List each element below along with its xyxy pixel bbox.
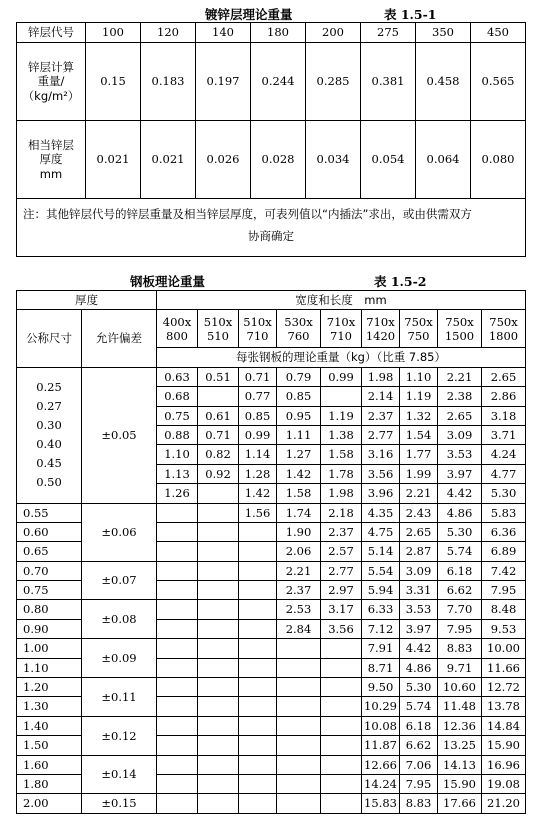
zinc-weight-label: 锌层计算 重量/ （kg/m²） (17, 43, 86, 121)
zinc-code: 350 (416, 23, 471, 43)
weight-cell (198, 658, 239, 677)
weight-cell: 9.50 (362, 678, 400, 697)
weight-cell: 2.37 (321, 522, 362, 541)
thickness-cell: 1.00 (17, 639, 82, 658)
weight-cell: 6.89 (482, 542, 526, 561)
weight-cell: 2.43 (400, 503, 438, 522)
weight-cell: 7.95 (438, 619, 482, 638)
weight-cell: 0.85 (277, 387, 321, 406)
weight-cell: 1.54 (400, 425, 438, 444)
nominal-size-header: 公称尺寸 (17, 310, 82, 367)
weight-cell (157, 716, 198, 735)
weight-cell: 2.84 (277, 619, 321, 638)
weight-cell: 10.00 (482, 639, 526, 658)
weight-cell: 5.74 (438, 542, 482, 561)
weight-cell: 1.58 (321, 445, 362, 464)
weight-cell: 6.36 (482, 522, 526, 541)
weight-cell: 0.77 (239, 387, 277, 406)
weight-cell: 7.12 (362, 619, 400, 638)
zinc-weight: 0.458 (416, 43, 471, 121)
weight-cell (157, 600, 198, 619)
size-header-cell: 710x 1420 (362, 310, 400, 348)
weight-cell: 0.68 (157, 387, 198, 406)
weight-cell (277, 755, 321, 774)
weight-cell: 1.10 (157, 445, 198, 464)
weight-cell: 5.83 (482, 503, 526, 522)
weight-cell: 3.71 (482, 425, 526, 444)
weight-cell: 7.91 (362, 639, 400, 658)
weight-cell: 14.84 (482, 716, 526, 735)
tolerance-cell: ±0.06 (82, 503, 157, 561)
weight-cell: 7.95 (482, 581, 526, 600)
weight-cell: 14.13 (438, 755, 482, 774)
weight-cell: 8.83 (400, 794, 438, 813)
weight-cell: 6.33 (362, 600, 400, 619)
thickness-cell: 0.70 (17, 561, 82, 580)
weight-cell (239, 639, 277, 658)
table1-title: 镀锌层理论重量 (205, 7, 293, 22)
weight-cell: 1.10 (400, 367, 438, 386)
weight-cell: 4.75 (362, 522, 400, 541)
thickness-cell: 1.50 (17, 736, 82, 755)
weight-cell: 2.21 (277, 561, 321, 580)
zinc-weight: 0.244 (251, 43, 306, 121)
weight-cell: 0.82 (198, 445, 239, 464)
thickness-cell: 0.80 (17, 600, 82, 619)
weight-cell: 4.86 (400, 658, 438, 677)
weight-cell (157, 503, 198, 522)
weight-cell: 7.95 (400, 774, 438, 793)
tolerance-cell: ±0.12 (82, 716, 157, 755)
weight-cell: 5.54 (362, 561, 400, 580)
weight-cell: 13.25 (438, 736, 482, 755)
weight-cell: 0.51 (198, 367, 239, 386)
weight-cell: 11.87 (362, 736, 400, 755)
weight-cell: 1.28 (239, 464, 277, 483)
weight-cell (198, 755, 239, 774)
weight-cell: 9.71 (438, 658, 482, 677)
weight-cell: 13.78 (482, 697, 526, 716)
zinc-thickness-row (17, 121, 526, 199)
size-header-cell: 510x 510 (198, 310, 239, 348)
weight-cell: 1.58 (277, 484, 321, 503)
zinc-code-row (17, 23, 526, 43)
weight-cell (157, 542, 198, 561)
weight-cell (277, 716, 321, 735)
weight-cell: 12.36 (438, 716, 482, 735)
weight-cell: 15.90 (438, 774, 482, 793)
weight-cell (239, 794, 277, 813)
tolerance-cell: ±0.09 (82, 639, 157, 678)
weight-cell: 1.42 (277, 464, 321, 483)
tolerance-cell: ±0.07 (82, 561, 157, 600)
weight-cell (277, 736, 321, 755)
weight-cell (239, 755, 277, 774)
weight-cell: 3.97 (438, 464, 482, 483)
weight-cell (277, 658, 321, 677)
weight-cell (198, 697, 239, 716)
weight-cell (239, 697, 277, 716)
weight-cell: 1.26 (157, 484, 198, 503)
weight-cell (198, 619, 239, 638)
weight-cell (157, 755, 198, 774)
weight-cell: 10.08 (362, 716, 400, 735)
table-row (17, 755, 526, 774)
weight-header: 每张钢板的理论重量（kg）（比重 7.85） (157, 348, 526, 367)
weight-cell (321, 755, 362, 774)
weight-cell (198, 736, 239, 755)
weight-cell: 2.65 (482, 367, 526, 386)
weight-cell: 1.77 (400, 445, 438, 464)
weight-cell (321, 387, 362, 406)
zinc-weight: 0.285 (306, 43, 361, 121)
weight-cell: 2.57 (321, 542, 362, 561)
table2-number: 表 1.5-2 (374, 274, 427, 289)
zinc-thickness: 0.054 (361, 121, 416, 199)
weight-cell: 2.21 (438, 367, 482, 386)
zinc-thickness: 0.034 (306, 121, 361, 199)
weight-cell: 2.65 (400, 522, 438, 541)
weight-cell: 3.96 (362, 484, 400, 503)
weight-cell: 3.97 (400, 619, 438, 638)
zinc-thickness: 0.028 (251, 121, 306, 199)
weight-cell: 1.38 (321, 425, 362, 444)
weight-cell: 15.90 (482, 736, 526, 755)
weight-cell (157, 619, 198, 638)
zinc-weight: 0.15 (86, 43, 141, 121)
weight-cell: 5.30 (482, 484, 526, 503)
zinc-thickness-label: 相当锌层 厚度 mm (17, 121, 86, 199)
weight-cell: 1.74 (277, 503, 321, 522)
weight-cell: 4.24 (482, 445, 526, 464)
weight-cell (157, 736, 198, 755)
size-header-cell: 710x 710 (321, 310, 362, 348)
weight-cell: 12.72 (482, 678, 526, 697)
weight-cell: 2.53 (277, 600, 321, 619)
zinc-thickness: 0.026 (196, 121, 251, 199)
thickness-cell: 0.55 (17, 503, 82, 522)
weight-cell: 2.97 (321, 581, 362, 600)
weight-cell (157, 678, 198, 697)
weight-cell (239, 581, 277, 600)
weight-cell: 10.29 (362, 697, 400, 716)
weight-cell: 3.31 (400, 581, 438, 600)
weight-cell: 4.86 (438, 503, 482, 522)
table1-number: 表 1.5-1 (384, 7, 437, 22)
table-row (17, 716, 526, 735)
weight-cell (239, 619, 277, 638)
weight-cell: 2.14 (362, 387, 400, 406)
weight-cell (157, 522, 198, 541)
weight-cell: 3.09 (400, 561, 438, 580)
thickness-cell: 1.10 (17, 658, 82, 677)
weight-cell: 6.18 (400, 716, 438, 735)
zinc-table-note: 注：其他锌层代号的锌层重量及相当锌层厚度，可表列值以“内插法”求出，或由供需双方 协商确定 (17, 199, 526, 257)
size-header-cell: 510x 710 (239, 310, 277, 348)
size-header: 宽度和长度 mm (157, 291, 526, 310)
weight-cell (277, 697, 321, 716)
zinc-code: 140 (196, 23, 251, 43)
thickness-cell: 1.30 (17, 697, 82, 716)
weight-cell (321, 639, 362, 658)
weight-cell: 1.56 (239, 503, 277, 522)
weight-cell: 2.77 (362, 425, 400, 444)
weight-cell: 1.99 (400, 464, 438, 483)
weight-cell: 6.62 (438, 581, 482, 600)
weight-cell (198, 522, 239, 541)
weight-cell (198, 581, 239, 600)
weight-cell: 2.87 (400, 542, 438, 561)
weight-cell (239, 736, 277, 755)
weight-cell (198, 484, 239, 503)
zinc-thickness: 0.021 (141, 121, 196, 199)
weight-cell: 1.27 (277, 445, 321, 464)
zinc-code: 180 (251, 23, 306, 43)
thickness-cell: 0.90 (17, 619, 82, 638)
weight-cell: 2.18 (321, 503, 362, 522)
weight-cell: 11.48 (438, 697, 482, 716)
weight-cell (321, 716, 362, 735)
weight-cell: 0.95 (277, 406, 321, 425)
table-row (17, 367, 526, 386)
weight-cell: 15.83 (362, 794, 400, 813)
weight-cell (277, 639, 321, 658)
table-row (17, 561, 526, 580)
thickness-cell: 1.60 (17, 755, 82, 774)
weight-cell: 0.85 (239, 406, 277, 425)
weight-cell (277, 794, 321, 813)
weight-cell (198, 716, 239, 735)
thickness-cell: 1.80 (17, 774, 82, 793)
weight-cell: 2.38 (438, 387, 482, 406)
tolerance-cell: ±0.08 (82, 600, 157, 639)
table-row (17, 678, 526, 697)
thickness-group-cell: 0.25 0.27 0.30 0.40 0.45 0.50 (17, 367, 82, 503)
weight-cell: 19.08 (482, 774, 526, 793)
table-row (17, 503, 526, 522)
weight-cell (321, 794, 362, 813)
weight-cell (198, 639, 239, 658)
weight-cell: 3.56 (362, 464, 400, 483)
weight-cell: 10.60 (438, 678, 482, 697)
thickness-cell: 0.75 (17, 581, 82, 600)
tolerance-cell: ±0.05 (82, 367, 157, 503)
weight-cell (198, 794, 239, 813)
table2-title: 钢板理论重量 (130, 274, 206, 289)
weight-cell: 1.42 (239, 484, 277, 503)
size-header-cell: 750x 1500 (438, 310, 482, 348)
weight-cell: 5.30 (438, 522, 482, 541)
weight-cell: 3.56 (321, 619, 362, 638)
weight-cell (239, 774, 277, 793)
weight-cell: 2.77 (321, 561, 362, 580)
thickness-header: 厚度 (17, 291, 157, 310)
weight-cell: 8.48 (482, 600, 526, 619)
weight-cell: 3.53 (400, 600, 438, 619)
weight-cell (321, 678, 362, 697)
weight-cell: 0.79 (277, 367, 321, 386)
weight-cell: 5.94 (362, 581, 400, 600)
weight-cell: 3.09 (438, 425, 482, 444)
tolerance-header: 允许偏差 (82, 310, 157, 367)
weight-cell (157, 639, 198, 658)
weight-cell: 3.17 (321, 600, 362, 619)
weight-cell: 2.06 (277, 542, 321, 561)
weight-cell (277, 678, 321, 697)
zinc-weight-row (17, 43, 526, 121)
weight-cell: 6.18 (438, 561, 482, 580)
weight-cell (198, 561, 239, 580)
weight-cell: 8.83 (438, 639, 482, 658)
weight-cell (239, 542, 277, 561)
zinc-thickness: 0.021 (86, 121, 141, 199)
thickness-cell: 1.20 (17, 678, 82, 697)
weight-cell: 7.70 (438, 600, 482, 619)
weight-cell: 12.66 (362, 755, 400, 774)
weight-cell (239, 678, 277, 697)
size-header-cell: 750x 1800 (482, 310, 526, 348)
weight-cell: 1.90 (277, 522, 321, 541)
weight-cell (157, 697, 198, 716)
weight-cell (157, 581, 198, 600)
thickness-cell: 0.65 (17, 542, 82, 561)
weight-cell: 4.42 (400, 639, 438, 658)
weight-cell (198, 387, 239, 406)
zinc-coating-table (16, 22, 526, 257)
weight-cell: 1.14 (239, 445, 277, 464)
weight-cell: 1.98 (362, 367, 400, 386)
weight-cell (239, 561, 277, 580)
size-header-cell: 530x 760 (277, 310, 321, 348)
weight-cell: 3.16 (362, 445, 400, 464)
weight-cell: 16.96 (482, 755, 526, 774)
zinc-weight: 0.565 (471, 43, 526, 121)
weight-cell (198, 600, 239, 619)
weight-cell: 9.53 (482, 619, 526, 638)
weight-cell: 6.62 (400, 736, 438, 755)
steel-plate-table (16, 290, 526, 814)
weight-cell: 1.78 (321, 464, 362, 483)
tolerance-cell: ±0.14 (82, 755, 157, 794)
weight-cell: 5.74 (400, 697, 438, 716)
weight-cell: 3.53 (438, 445, 482, 464)
weight-cell: 17.66 (438, 794, 482, 813)
zinc-weight: 0.381 (361, 43, 416, 121)
zinc-code: 275 (361, 23, 416, 43)
size-header-cell: 750x 750 (400, 310, 438, 348)
weight-cell: 8.71 (362, 658, 400, 677)
weight-cell (321, 697, 362, 716)
weight-cell: 11.66 (482, 658, 526, 677)
weight-cell: 3.18 (482, 406, 526, 425)
weight-cell (198, 774, 239, 793)
weight-cell: 1.98 (321, 484, 362, 503)
weight-cell (239, 522, 277, 541)
weight-cell: 7.06 (400, 755, 438, 774)
zinc-weight: 0.197 (196, 43, 251, 121)
weight-cell: 0.92 (198, 464, 239, 483)
weight-cell: 2.86 (482, 387, 526, 406)
zinc-thickness: 0.064 (416, 121, 471, 199)
weight-cell: 2.37 (362, 406, 400, 425)
table-row (17, 794, 526, 813)
size-header-cell: 400x 800 (157, 310, 198, 348)
weight-cell (321, 774, 362, 793)
zinc-code-label: 锌层代号 (17, 23, 86, 43)
weight-cell (239, 658, 277, 677)
weight-cell: 1.19 (321, 406, 362, 425)
weight-cell (239, 600, 277, 619)
thickness-cell: 0.60 (17, 522, 82, 541)
weight-cell (157, 561, 198, 580)
zinc-thickness: 0.080 (471, 121, 526, 199)
weight-cell: 14.24 (362, 774, 400, 793)
thickness-cell: 2.00 (17, 794, 82, 813)
tolerance-cell: ±0.11 (82, 678, 157, 717)
weight-cell: 0.88 (157, 425, 198, 444)
weight-cell: 1.32 (400, 406, 438, 425)
tolerance-cell: ±0.15 (82, 794, 157, 813)
weight-cell (157, 658, 198, 677)
weight-cell: 0.99 (239, 425, 277, 444)
table-row (17, 639, 526, 658)
weight-cell: 7.42 (482, 561, 526, 580)
weight-cell (198, 542, 239, 561)
weight-cell: 4.35 (362, 503, 400, 522)
weight-cell: 2.21 (400, 484, 438, 503)
weight-cell: 2.65 (438, 406, 482, 425)
weight-cell: 0.75 (157, 406, 198, 425)
weight-cell: 1.11 (277, 425, 321, 444)
weight-cell (277, 774, 321, 793)
thickness-cell: 1.40 (17, 716, 82, 735)
weight-cell (321, 736, 362, 755)
weight-cell: 0.63 (157, 367, 198, 386)
weight-cell (157, 794, 198, 813)
weight-cell: 0.99 (321, 367, 362, 386)
weight-cell: 4.77 (482, 464, 526, 483)
weight-cell: 21.20 (482, 794, 526, 813)
weight-cell (198, 678, 239, 697)
weight-cell: 0.71 (239, 367, 277, 386)
weight-cell (239, 716, 277, 735)
weight-cell: 2.37 (277, 581, 321, 600)
weight-cell: 5.14 (362, 542, 400, 561)
weight-cell: 1.13 (157, 464, 198, 483)
zinc-code: 100 (86, 23, 141, 43)
zinc-code: 450 (471, 23, 526, 43)
weight-cell: 5.30 (400, 678, 438, 697)
weight-cell: 0.61 (198, 406, 239, 425)
weight-cell: 4.42 (438, 484, 482, 503)
weight-cell: 0.71 (198, 425, 239, 444)
weight-cell (198, 503, 239, 522)
weight-cell: 1.19 (400, 387, 438, 406)
table-row (17, 600, 526, 619)
zinc-code: 120 (141, 23, 196, 43)
weight-cell (321, 658, 362, 677)
zinc-weight: 0.183 (141, 43, 196, 121)
zinc-code: 200 (306, 23, 361, 43)
weight-cell (157, 774, 198, 793)
